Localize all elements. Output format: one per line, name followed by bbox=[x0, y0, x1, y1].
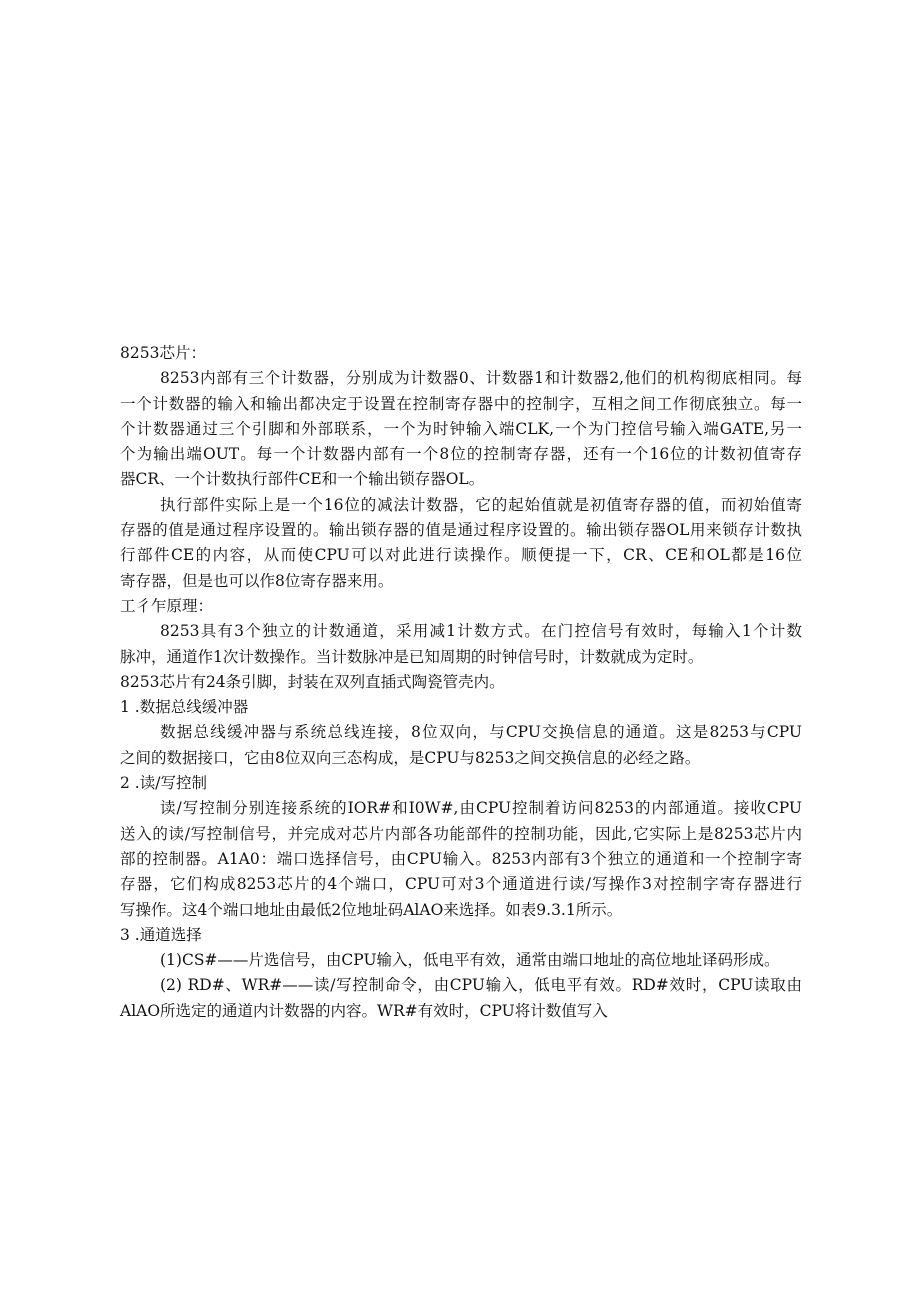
text-line: 器CR、一个计数执行部件CE和一个输出锁存器OL。 bbox=[120, 470, 485, 489]
section-heading: 3 .通道选择 bbox=[120, 925, 202, 944]
section-heading: 1 .数据总线缓冲器 bbox=[120, 698, 249, 717]
text-line: 写操作。这4个端口地址由最低2位地址码AlAO来选择。如表9.3.1所示。 bbox=[120, 900, 623, 919]
text-line: (2) RD#、WR#——读/写控制命令，由CPU输入，低电平有效。RD#效时，CPU读取由 bbox=[160, 976, 802, 995]
text-line: 8253内部有三个计数器，分别成为计数器0、计数器1和计数器2,他们的机构彻底相同。每 bbox=[160, 369, 802, 388]
text-line: 存器的值是通过程序设置的。输出锁存器的值是通过程序设置的。输出锁存器OL用来锁存计数执 bbox=[120, 521, 802, 540]
text-line: AlAO所选定的通道内计数器的内容。WR#有效时，CPU将计数值写入 bbox=[120, 1001, 608, 1020]
text-line: 部的控制器。A1A0：端口选择信号，由CPU输入。8253内部有3个独立的通道和一个控制字寄 bbox=[120, 849, 802, 868]
text-line: 寄存器，但是也可以作8位寄存器来用。 bbox=[120, 571, 394, 590]
text-line: 8253具有3个独立的计数通道，采用减1计数方式。在门控信号有效时，每输入1个计数 bbox=[160, 622, 802, 641]
text-line: 个为输出端OUT。每一个计数器内部有一个8位的控制寄存器，还有一个16位的计数初值寄存 bbox=[120, 445, 802, 464]
section-heading: 8253芯片： bbox=[120, 344, 206, 362]
text-line: 个计数器通过三个引脚和外部联系，一个为时钟输入端CLK,一个为门控信号输入端GATE,另一 bbox=[120, 419, 802, 438]
text-line: 执行部件实际上是一个16位的减法计数器，它的起始值就是初值寄存器的值，而初始值寄 bbox=[160, 495, 802, 514]
document-body bbox=[120, 341, 802, 1024]
text-line: 存器，它们构成8253芯片的4个端口，CPU可对3个通道进行读/写操作3对控制字寄存器进行 bbox=[120, 875, 802, 894]
section-heading: 2 .读/写控制 bbox=[120, 774, 207, 793]
section-heading: 工彳乍原理： bbox=[120, 596, 214, 615]
text-line: 行部件CE的内容，从而使CPU可以对此进行读操作。顺便提一下，CR、CE和OL都是16位 bbox=[120, 546, 802, 565]
text-line: 送入的读/写控制信号，并完成对芯片内部各功能部件的控制功能，因此,它实际上是8253芯片内 bbox=[120, 824, 802, 843]
text-line: 数据总线缓冲器与系统总线连接，8位双向，与CPU交换信息的通道。这是8253与CPU bbox=[160, 723, 802, 742]
text-line: (1)CS#——片选信号，由CPU输入，低电平有效，通常由端口地址的高位地址译码形成。 bbox=[160, 951, 780, 970]
text-line: 8253芯片有24条引脚，封装在双列直插式陶瓷管壳内。 bbox=[120, 672, 505, 691]
text-line: 之间的数据接口，它由8位双向三态构成，是CPU与8253之间交换信息的必经之路。 bbox=[120, 748, 701, 767]
text-line: 脉冲，通道作1次计数操作。当计数脉冲是已知周期的时钟信号时，计数就成为定时。 bbox=[120, 647, 704, 666]
text-line: 一个计数器的输入和输出都决定于设置在控制寄存器中的控制字，互相之间工作彻底独立。每一 bbox=[120, 394, 802, 413]
text-line: 读/写控制分别连接系统的IOR#和I0W#,由CPU控制着访问8253的内部通道。接收CPU bbox=[160, 799, 802, 818]
